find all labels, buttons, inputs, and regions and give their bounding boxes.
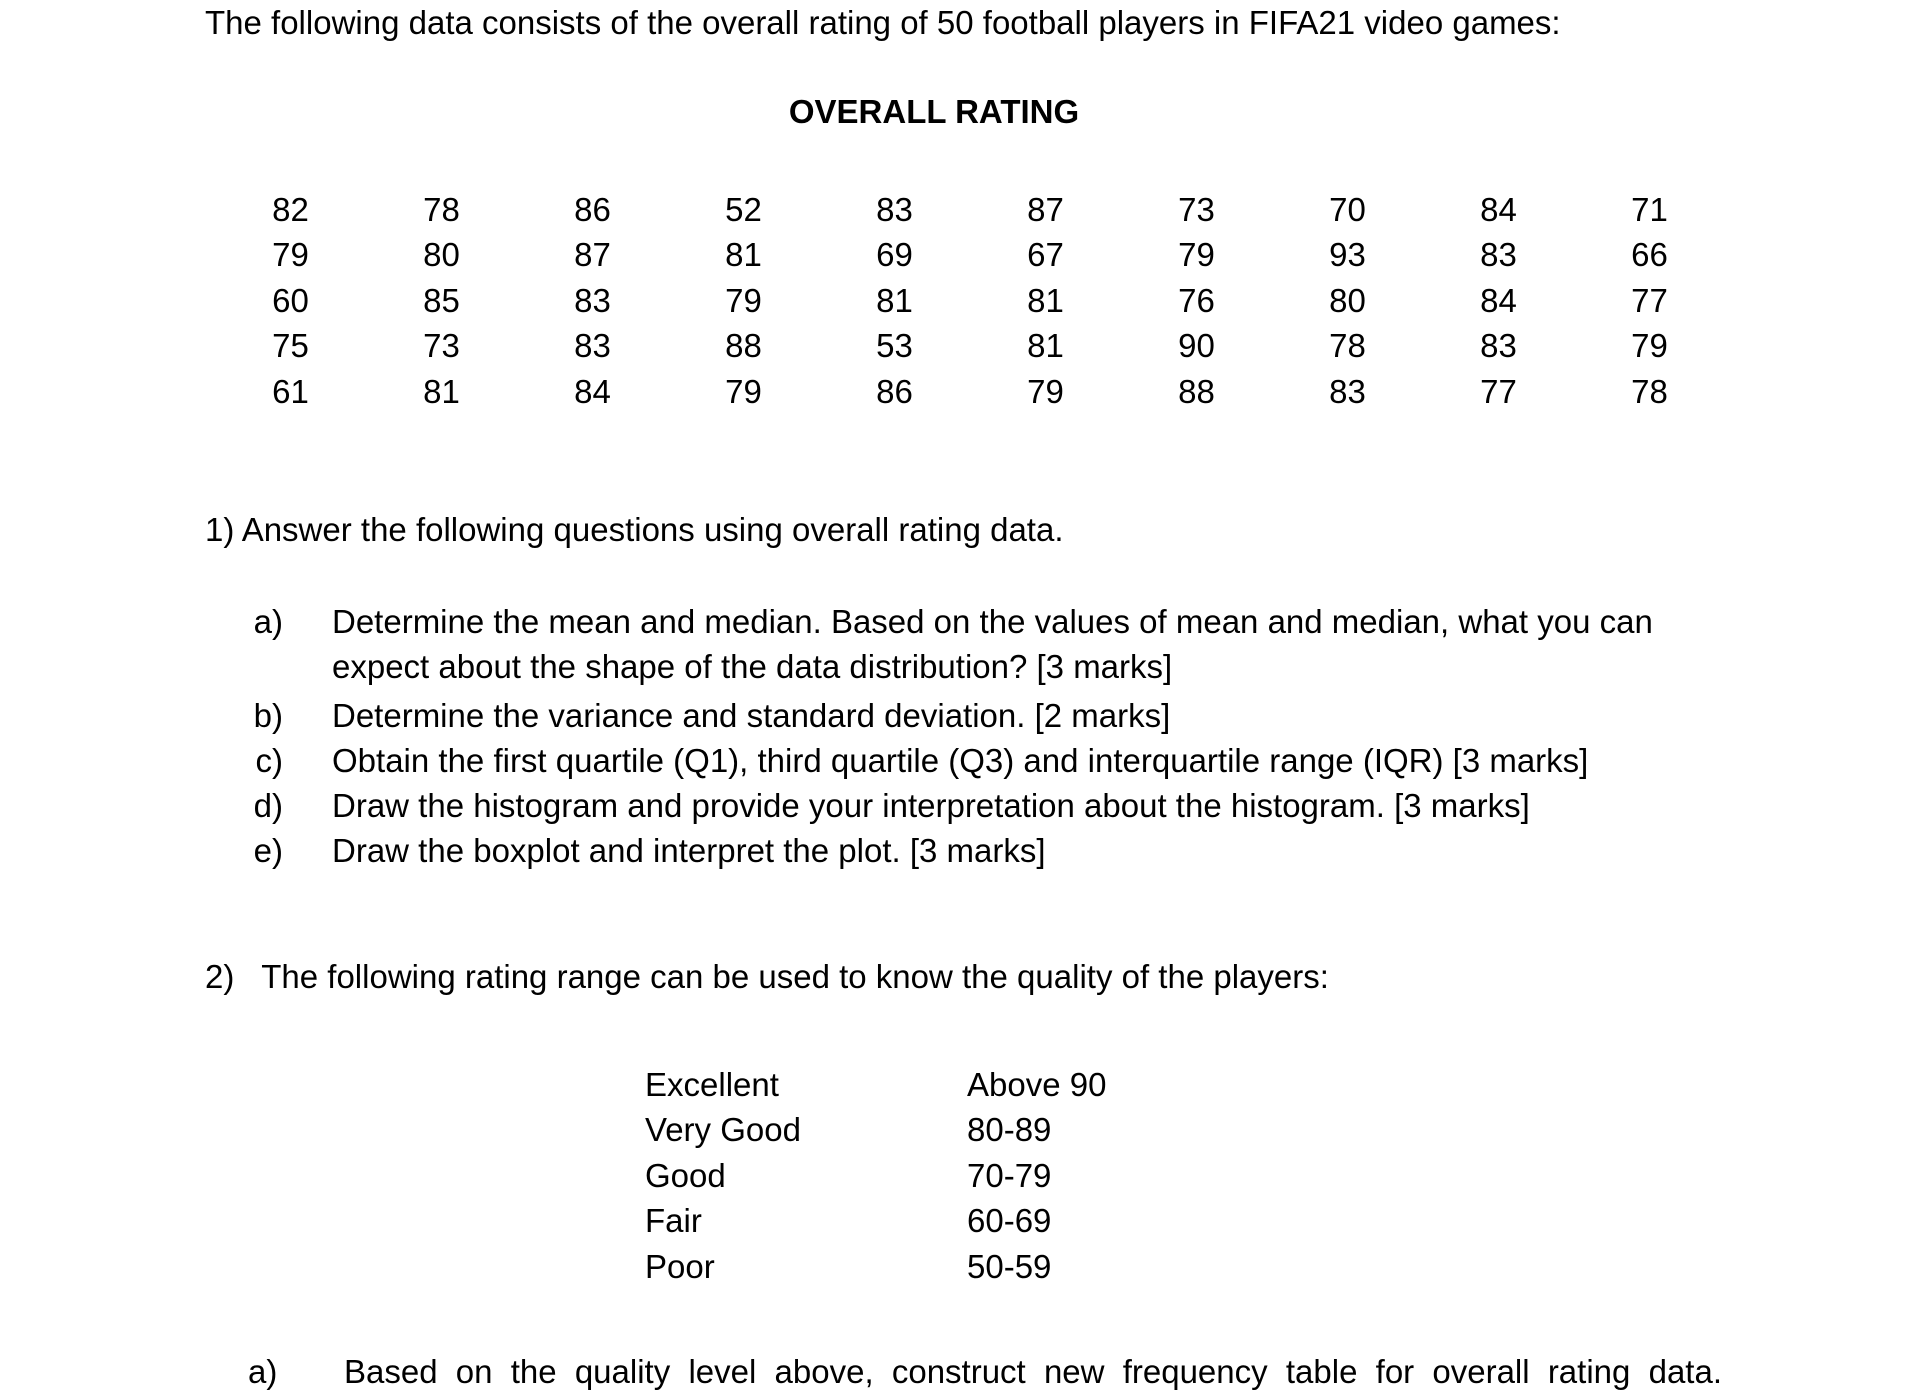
quality-range-table — [645, 1062, 1106, 1290]
table-row — [645, 1062, 1106, 1108]
rating-cell: 77 — [1480, 372, 1517, 410]
rating-cell: 73 — [1178, 190, 1215, 228]
rating-cell: 66 — [1631, 236, 1668, 274]
rating-cell: 73 — [423, 327, 460, 365]
rating-cell: 61 — [272, 372, 309, 410]
rating-cell: 79 — [1178, 236, 1215, 274]
rating-range: 70-79 — [967, 1156, 1052, 1194]
question-2a-label: a) — [248, 1353, 278, 1390]
item-text: Determine the mean and median. Based on the values of mean and median, what you can — [332, 603, 1653, 640]
rating-cell: 79 — [272, 236, 309, 274]
item-label: b) — [253, 697, 283, 734]
item-text: Draw the histogram and provide your interpretation about the histogram. [3 marks] — [332, 787, 1530, 824]
rating-cell: 60 — [272, 281, 309, 319]
rating-cell: 52 — [725, 190, 762, 228]
rating-cell: 78 — [1329, 327, 1366, 365]
item-text: Draw the boxplot and interpret the plot. [3 marks] — [332, 832, 1046, 869]
rating-cell: 81 — [725, 236, 762, 274]
rating-cell: 86 — [876, 372, 913, 410]
quality-level: Fair — [645, 1202, 702, 1240]
rating-cell: 79 — [725, 281, 762, 319]
rating-cell: 90 — [1178, 327, 1215, 365]
rating-cell: 78 — [1631, 372, 1668, 410]
rating-cell: 77 — [1631, 281, 1668, 319]
rating-cell: 75 — [272, 327, 309, 365]
rating-cell: 82 — [272, 190, 309, 228]
table-row — [215, 369, 1725, 415]
rating-range: 60-69 — [967, 1202, 1052, 1240]
rating-cell: 80 — [1329, 281, 1366, 319]
rating-cell: 83 — [1480, 327, 1517, 365]
rating-cell: 78 — [423, 190, 460, 228]
table-row — [215, 187, 1725, 233]
rating-cell: 76 — [1178, 281, 1215, 319]
quality-level: Poor — [645, 1247, 715, 1285]
rating-cell: 83 — [1329, 372, 1366, 410]
rating-cell: 81 — [1027, 281, 1064, 319]
rating-cell: 80 — [423, 236, 460, 274]
table-row — [645, 1108, 1106, 1154]
rating-cell: 83 — [1480, 236, 1517, 274]
rating-cell: 70 — [1329, 190, 1366, 228]
question-2a-text: Based on the quality level above, construct new frequency table for overall rating data. — [344, 1353, 1722, 1390]
rating-cell: 88 — [725, 327, 762, 365]
item-text: Determine the variance and standard deviation. [2 marks] — [332, 697, 1171, 734]
rating-cell: 86 — [574, 190, 611, 228]
table-row — [215, 324, 1725, 370]
quality-level: Very Good — [645, 1111, 801, 1149]
table-row — [645, 1244, 1106, 1290]
question-2-text: 2) The following rating range can be used to know the quality of the players: — [205, 958, 1329, 995]
rating-range: 50-59 — [967, 1247, 1052, 1285]
rating-cell: 79 — [725, 372, 762, 410]
rating-cell: 87 — [574, 236, 611, 274]
table-row — [645, 1199, 1106, 1245]
rating-cell: 85 — [423, 281, 460, 319]
table-row — [645, 1153, 1106, 1199]
question-1-text: 1) Answer the following questions using overall rating data. — [205, 511, 1064, 548]
rating-cell: 83 — [574, 327, 611, 365]
rating-cell: 67 — [1027, 236, 1064, 274]
ratings-table — [215, 187, 1725, 415]
item-label: a) — [253, 603, 283, 640]
rating-cell: 87 — [1027, 190, 1064, 228]
rating-cell: 83 — [574, 281, 611, 319]
rating-cell: 84 — [1480, 190, 1517, 228]
rating-cell: 81 — [876, 281, 913, 319]
item-label: e) — [253, 832, 283, 869]
item-text-continued: expect about the shape of the data distribution? [3 marks] — [332, 648, 1173, 685]
rating-range: 80-89 — [967, 1111, 1052, 1149]
rating-cell: 84 — [574, 372, 611, 410]
item-label: c) — [255, 742, 283, 779]
rating-cell: 88 — [1178, 372, 1215, 410]
quality-level: Good — [645, 1156, 726, 1194]
rating-cell: 84 — [1480, 281, 1517, 319]
rating-range: Above 90 — [967, 1065, 1107, 1103]
intro-text: The following data consists of the overall rating of 50 football players in FIFA21 video games: — [205, 4, 1561, 41]
rating-cell: 83 — [876, 190, 913, 228]
rating-cell: 93 — [1329, 236, 1366, 274]
rating-cell: 53 — [876, 327, 913, 365]
quality-level: Excellent — [645, 1065, 779, 1103]
item-text: Obtain the first quartile (Q1), third quartile (Q3) and interquartile range (IQR) [3 marks] — [332, 742, 1589, 779]
table-row — [215, 278, 1725, 324]
rating-cell: 79 — [1631, 327, 1668, 365]
rating-cell: 69 — [876, 236, 913, 274]
rating-cell: 81 — [423, 372, 460, 410]
rating-cell: 71 — [1631, 190, 1668, 228]
item-label: d) — [253, 787, 283, 824]
table-heading: OVERALL RATING — [788, 93, 1080, 130]
table-row — [215, 233, 1725, 279]
rating-cell: 81 — [1027, 327, 1064, 365]
rating-cell: 79 — [1027, 372, 1064, 410]
